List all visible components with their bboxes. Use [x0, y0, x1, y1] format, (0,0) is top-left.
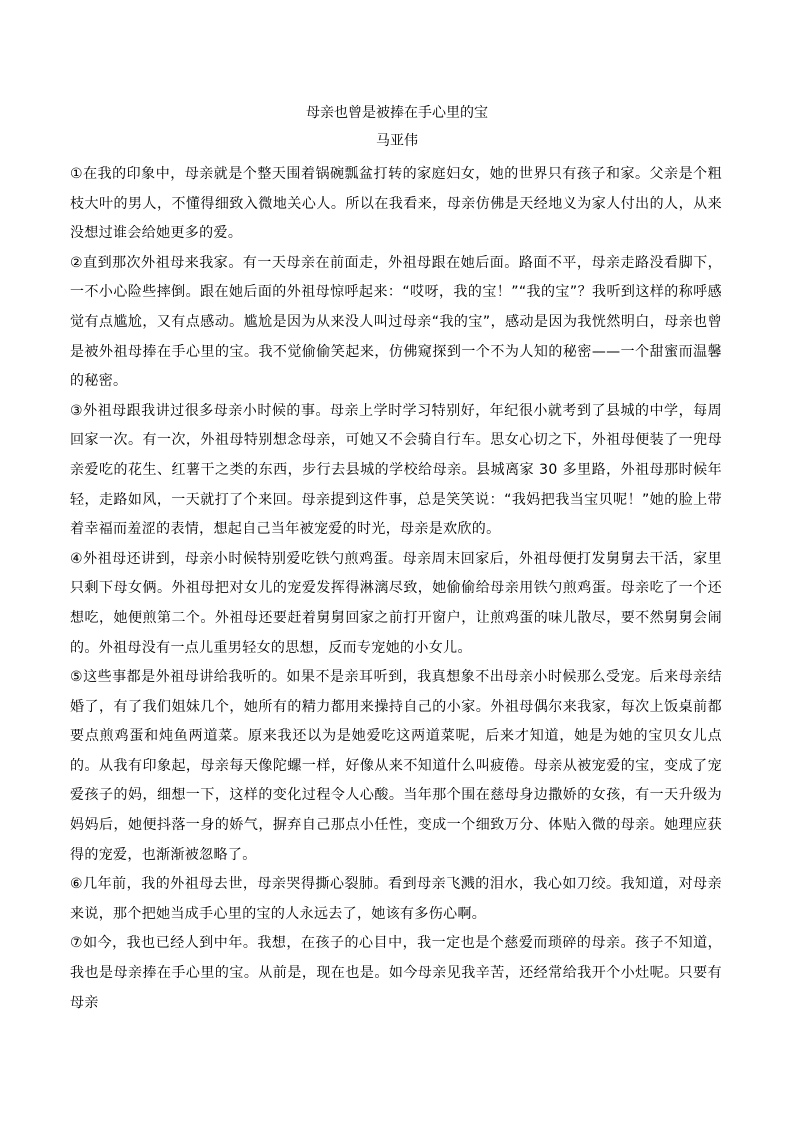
article-body: [70, 160, 722, 1018]
article-author: 马亚伟: [376, 133, 418, 149]
paragraph-2: ②直到那次外祖母来我家。有一天母亲在前面走，外祖母跟在她后面。路面不平，母亲走路没看脚下，一不小心险些摔倒。跟在她后面的外祖母惊呼起来：“哎呀，我的宝！”“我的宝”？我听到这样的称呼感觉有点尴尬，又有点感动。尴尬是因为从来没人叫过母亲“我的宝”，感动是因为我恍然明白，母亲也曾是被外祖母捧在手心里的宝。我不觉偷偷笑起来，仿佛窥探到一个不为人知的秘密——一个甜蜜而温馨的秘密。: [70, 254, 722, 390]
paragraph-5: ⑤这些事都是外祖母讲给我听的。如果不是亲耳听到，我真想象不出母亲小时候那么受宠。后来母亲结婚了，有了我们姐妹几个，她所有的精力都用来操持自己的小家。外祖母偶尔来我家，每次上饭桌前都要点煎鸡蛋和炖鱼两道菜。原来我还以为是她爱吃这两道菜呢，后来才知道，她是为她的宝贝女儿点的。从我有印象起，母亲每天像陀螺一样，好像从来不知道什么叫疲倦。母亲从被宠爱的宝，变成了宠爱孩子的妈，细想一下，这样的变化过程令人心酸。当年那个围在慈母身边撒娇的女孩，有一天升级为妈妈后，她便抖落一身的娇气，摒弃自己那点小任性，变成一个细致万分、体贴入微的母亲。她理应获得的宠爱，也渐渐被忽略了。: [70, 669, 722, 863]
paragraph-4: ④外祖母还讲到，母亲小时候特别爱吃铁勺煎鸡蛋。母亲周末回家后，外祖母便打发舅舅去干活，家里只剩下母女俩。外祖母把对女儿的宠爱发挥得淋漓尽致，她偷偷给母亲用铁勺煎鸡蛋。母亲吃了一个还想吃，她便煎第二个。外祖母还要赶着舅舅回家之前打开窗户，让煎鸡蛋的味儿散尽，要不然舅舅会闹的。外祖母没有一点儿重男轻女的思想，反而专宠她的小女儿。: [70, 550, 722, 656]
paragraph-3: ③外祖母跟我讲过很多母亲小时候的事。母亲上学时学习特别好，年纪很小就考到了县城的中学，每周回家一次。有一次，外祖母特别想念母亲，可她又不会骑自行车。思女心切之下，外祖母便装了一兜母亲爱吃的花生、红薯干之类的东西，步行去县城的学校给母亲。县城离家 30 多里路，外祖母那时候年轻，走路如风，一天就打了个来回。母亲提到这件事，总是笑笑说：“我妈把我当宝贝呢！”她的脸上带着幸福而羞涩的表情，想起自己当年被宠爱的时光，母亲是欢欣的。: [70, 402, 722, 538]
paragraph-6: ⑥几年前，我的外祖母去世，母亲哭得撕心裂肺。看到母亲飞溅的泪水，我心如刀绞。我知道，对母亲来说，那个把她当成手心里的宝的人永远去了，她该有多伤心啊。: [70, 876, 722, 922]
paragraph-1: ①在我的印象中，母亲就是个整天围着锅碗瓢盆打转的家庭妇女，她的世界只有孩子和家。父亲是个粗枝大叶的男人，不懂得细致入微地关心人。所以在我看来，母亲仿佛是天经地义为家人付出的人，从来没想过谁会给她更多的爱。: [70, 166, 722, 242]
article-title: 母亲也曾是被捧在手心里的宝: [306, 105, 488, 121]
paragraph-7: ⑦如今，我也已经人到中年。我想，在孩子的心目中，我一定也是个慈爱而琐碎的母亲。孩子不知道，我也是母亲捧在手心里的宝。从前是，现在也是。如今母亲见我辛苦，还经常给我开个小灶呢。只要有母亲: [70, 935, 722, 1011]
